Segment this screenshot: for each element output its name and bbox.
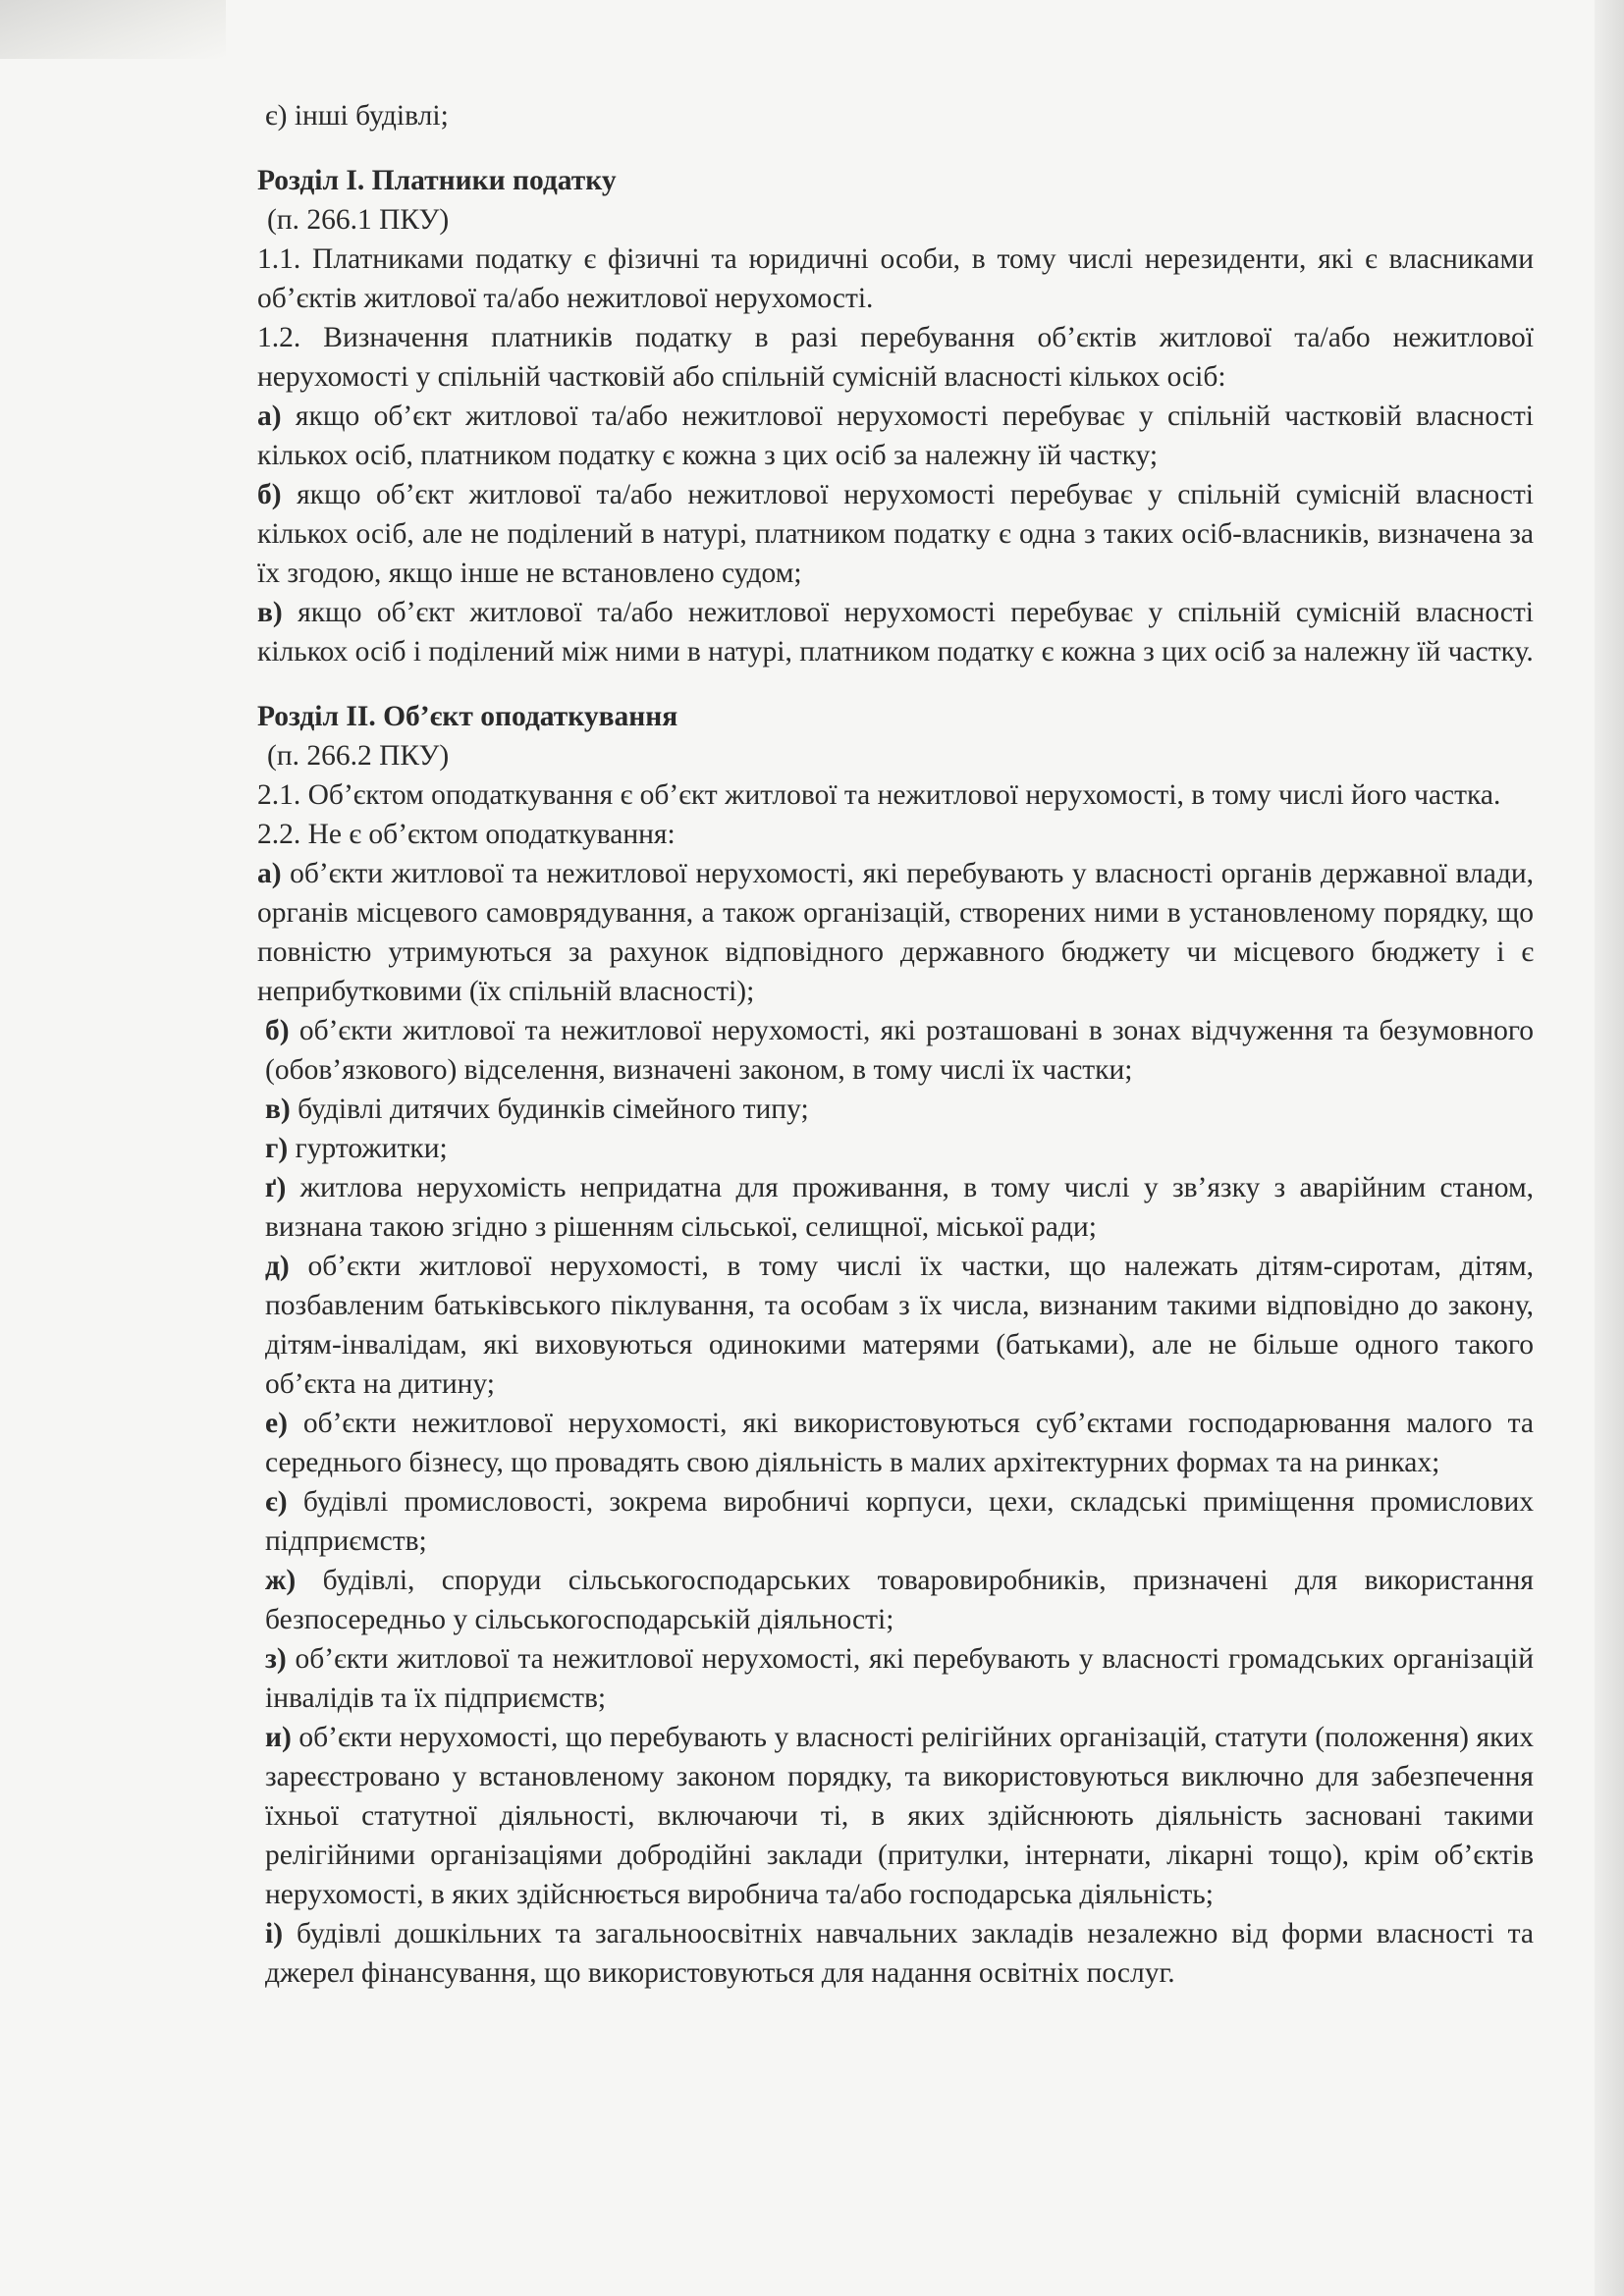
section-2-ref: (п. 266.2 ПКУ) (267, 740, 450, 772)
section-1-title: Розділ І. Платники податку (257, 165, 617, 196)
list-item-marker: д) (265, 1251, 290, 1282)
list-item (257, 397, 1534, 475)
list-item (257, 1129, 1534, 1168)
list-item-marker: ж) (265, 1565, 297, 1596)
list-item-text: об’єкти житлової та нежитлової нерухомості, які перебувають у власності органів державної влади, органів місцевого самоврядування, а також організацій, створених ними в установленому порядку, що повністю утримуються за рахунок відповідного державного бюджету чи місцевого бюджету і є неприбутковими (їх спільній власності); (257, 858, 1534, 1007)
list-item-marker: є) (265, 1486, 288, 1518)
list-item-text: будівлі, споруди сільськогосподарських товаровиробників, призначені для використання безпосередньо у сільськогосподарській діяльності; (265, 1565, 1534, 1635)
list-item (257, 1168, 1534, 1247)
paragraph-2-1: 2.1. Об’єктом оподаткування є об’єкт житлової та нежитлової нерухомості, в тому числі його частка. (257, 779, 1501, 811)
list-item-marker: а) (257, 400, 282, 432)
paragraph-2-2: 2.2. Не є об’єктом оподаткування: (257, 819, 676, 850)
list-item-marker: ґ) (265, 1172, 287, 1203)
page-edge-shadow (1595, 0, 1624, 2296)
list-item (257, 1914, 1534, 1993)
list-item-marker: в) (257, 597, 283, 628)
list-item-marker: б) (265, 1015, 290, 1046)
list-item-text: об’єкти житлової та нежитлової нерухомості, які перебувають у власності громадських організацій інвалідів та їх підприємств; (265, 1643, 1534, 1714)
list-item (257, 1404, 1534, 1482)
section-2-list (257, 854, 1534, 1993)
section-1-list (257, 397, 1534, 671)
list-item-text: житлова нерухомість непридатна для проживання, в тому числі у зв’язку з аварійним станом, визнана такою згідно з рішенням сільської, селищної, міської ради; (265, 1172, 1534, 1243)
list-item (257, 1247, 1534, 1404)
list-item-text: гуртожитки; (288, 1133, 448, 1164)
list-item-marker: е) (265, 1408, 288, 1439)
list-item-text: об’єкти житлової та нежитлової нерухомості, які розташовані в зонах відчуження та безумовного (обов’язкового) відселення, визначені законом, в тому числі їх частки; (265, 1015, 1534, 1086)
list-item (257, 854, 1534, 1011)
paragraph-1-1: 1.1. Платниками податку є фізичні та юридичні особи, в тому числі нерезиденти, які є власниками об’єктів житлової та/або нежитлової нерухомості. (257, 243, 1534, 314)
list-item-marker: а) (257, 858, 282, 889)
list-item (257, 1561, 1534, 1639)
list-item (257, 475, 1534, 593)
list-item-text: будівлі дитячих будинків сімейного типу; (290, 1094, 809, 1125)
list-item-marker: в) (265, 1094, 291, 1125)
list-item (257, 593, 1534, 671)
paragraph-1-2: 1.2. Визначення платників податку в разі перебування об’єктів житлової та/або нежитлової нерухомості у спільній частковій або спільній сумісній власності кількох осіб: (257, 322, 1534, 393)
list-item-text: якщо об’єкт житлової та/або нежитлової нерухомості перебуває у спільній сумісній власності кількох осіб і поділений між ними в натурі, платником податку є кожна з цих осіб за належну їй частку. (257, 597, 1534, 667)
list-item-text: будівлі дошкільних та загальноосвітніх навчальних закладів незалежно від форми власності та джерел фінансування, що використовуються для надання освітніх послуг. (265, 1918, 1534, 1989)
intro-item: є) інші будівлі; (265, 100, 449, 132)
list-item-text: об’єкти нежитлової нерухомості, які використовуються суб’єктами господарювання малого та середнього бізнесу, що провадять свою діяльність в малих архітектурних формах та на ринках; (265, 1408, 1534, 1478)
section-1-ref: (п. 266.1 ПКУ) (267, 204, 450, 236)
page-fold-shadow (0, 0, 226, 59)
list-item (257, 1090, 1534, 1129)
list-item-text: якщо об’єкт житлової та/або нежитлової нерухомості перебуває у спільній сумісній власності кількох осіб, але не поділений в натурі, платником податку є одна з таких осіб-власників, визначена за їх згодою, якщо інше не встановлено судом; (257, 479, 1534, 589)
list-item-text: якщо об’єкт житлової та/або нежитлової нерухомості перебуває у спільній частковій власності кількох осіб, платником податку є кожна з цих осіб за належну їй частку; (257, 400, 1534, 471)
list-item-text: будівлі промисловості, зокрема виробничі корпуси, цехи, складські приміщення промислових підприємств; (265, 1486, 1534, 1557)
list-item-marker: и) (265, 1722, 292, 1753)
list-item-marker: з) (265, 1643, 287, 1675)
list-item-marker: б) (257, 479, 282, 510)
list-item-text: об’єкти нерухомості, що перебувають у власності релігійних організацій, статути (положення) яких зареєстровано у встановленому законом порядку, та використовуються виключно для забезпечення їхньої статутної діяльності, включаючи ті, в яких здійснюють діяльність засновані такими релігійними організаціями добродійні заклади (притулки, інтернати, лікарні тощо), крім об’єктів нерухомості, в яких здійснюється виробнича та/або господарська діяльність; (265, 1722, 1534, 1910)
list-item (257, 1639, 1534, 1718)
list-item-text: об’єкти житлової нерухомості, в тому числі їх частки, що належать дітям-сиротам, дітям, позбавленим батьківського піклування, та особам з їх числа, визнаним такими відповідно до закону, дітям-інвалідам, які виховуються одинокими матерями (батьками), але не більше одного такого об’єкта на дитину; (265, 1251, 1534, 1400)
list-item-marker: і) (265, 1918, 284, 1949)
list-item-marker: г) (265, 1133, 289, 1164)
list-item (257, 1482, 1534, 1561)
section-2-title: Розділ ІІ. Об’єкт оподаткування (257, 701, 678, 732)
document-body (257, 96, 1534, 1993)
list-item (257, 1718, 1534, 1914)
list-item (257, 1011, 1534, 1090)
